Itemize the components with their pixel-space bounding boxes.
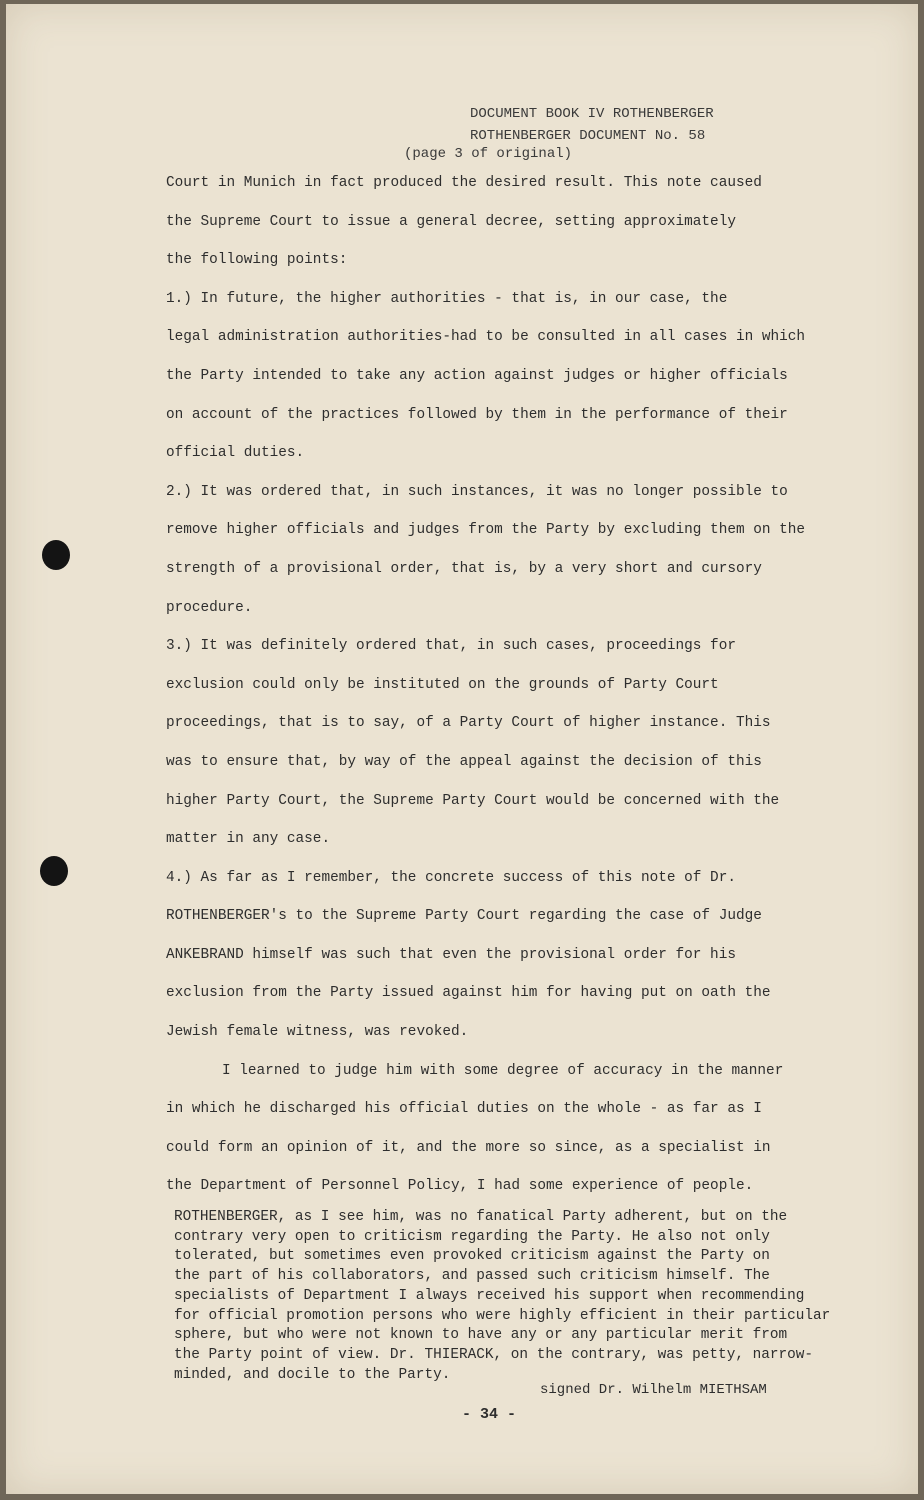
text-line: could form an opinion of it, and the more so since, as a specialist in (166, 1139, 771, 1156)
text-line: was to ensure that, by way of the appeal against the decision of this (166, 753, 762, 770)
signature: signed Dr. Wilhelm MIETHSAM (540, 1382, 767, 1398)
punch-hole-top (42, 540, 70, 570)
document-header (470, 106, 714, 150)
text-line: Jewish female witness, was revoked. (166, 1024, 469, 1041)
text-line: sphere, but who were not known to have any or any particular merit from (174, 1327, 788, 1344)
text-line: the Party point of view. Dr. THIERACK, on the contrary, was petty, narrow- (174, 1346, 814, 1363)
text-line: exclusion could only be instituted on the grounds of Party Court (166, 676, 719, 693)
punch-hole-bottom (40, 856, 68, 886)
text-line: 2.) It was ordered that, in such instances, it was no longer possible to (166, 483, 788, 500)
text-line: specialists of Department I always received his support when recommending (174, 1287, 805, 1304)
document-body (166, 164, 886, 1206)
text-line: ROTHENBERGER's to the Supreme Party Court regarding the case of Judge (166, 908, 762, 925)
text-line: the following points: (166, 252, 348, 269)
text-line: procedure. (166, 599, 253, 616)
text-line: strength of a provisional order, that is, by a very short and cursory (166, 560, 762, 577)
text-line: Court in Munich in fact produced the desired result. This note caused (166, 175, 762, 191)
text-line: 1.) In future, the higher authorities - that is, in our case, the (166, 290, 728, 307)
text-line: the part of his collaborators, and passed such criticism himself. The (174, 1268, 770, 1285)
text-line: contrary very open to criticism regarding the Party. He also not only (174, 1228, 770, 1245)
text-line: higher Party Court, the Supreme Party Court would be concerned with the (166, 792, 780, 809)
text-line: minded, and docile to the Party. (174, 1366, 451, 1383)
text-line: I learned to judge him with some degree of accuracy in the manner (222, 1062, 784, 1079)
text-line: for official promotion persons who were highly efficient in their particular (174, 1307, 831, 1324)
text-line: the Party intended to take any action against judges or higher officials (166, 367, 788, 384)
text-line: the Department of Personnel Policy, I had some experience of people. (166, 1178, 754, 1195)
text-line: the Supreme Court to issue a general decree, setting approximately (166, 213, 736, 230)
text-line: ROTHENBERGER, as I see him, was no fanatical Party adherent, but on the (174, 1209, 788, 1225)
page-number: - 34 - (462, 1406, 517, 1423)
text-line: ANKEBRAND himself was such that even the provisional order for his (166, 946, 736, 963)
text-line: proceedings, that is to say, of a Party Court of higher instance. This (166, 715, 771, 732)
text-line: remove higher officials and judges from the Party by excluding them on the (166, 522, 806, 539)
text-line: 3.) It was definitely ordered that, in such cases, proceedings for (166, 638, 736, 655)
closing-paragraph (174, 1208, 904, 1385)
header-line-1: DOCUMENT BOOK IV ROTHENBERGER (470, 106, 714, 122)
text-line: on account of the practices followed by them in the performance of their (166, 406, 788, 423)
text-line: official duties. (166, 445, 305, 462)
text-line: legal administration authorities-had to be consulted in all cases in which (166, 329, 806, 346)
text-line: exclusion from the Party issued against him for having put on oath the (166, 985, 771, 1002)
text-line: matter in any case. (166, 831, 331, 848)
page-reference: (page 3 of original) (404, 146, 573, 162)
text-line: in which he discharged his official duties on the whole - as far as I (166, 1101, 762, 1118)
text-line: tolerated, but sometimes even provoked criticism against the Party on (174, 1248, 770, 1265)
header-line-2: ROTHENBERGER DOCUMENT No. 58 (470, 128, 706, 144)
text-line: 4.) As far as I remember, the concrete success of this note of Dr. (166, 869, 736, 886)
